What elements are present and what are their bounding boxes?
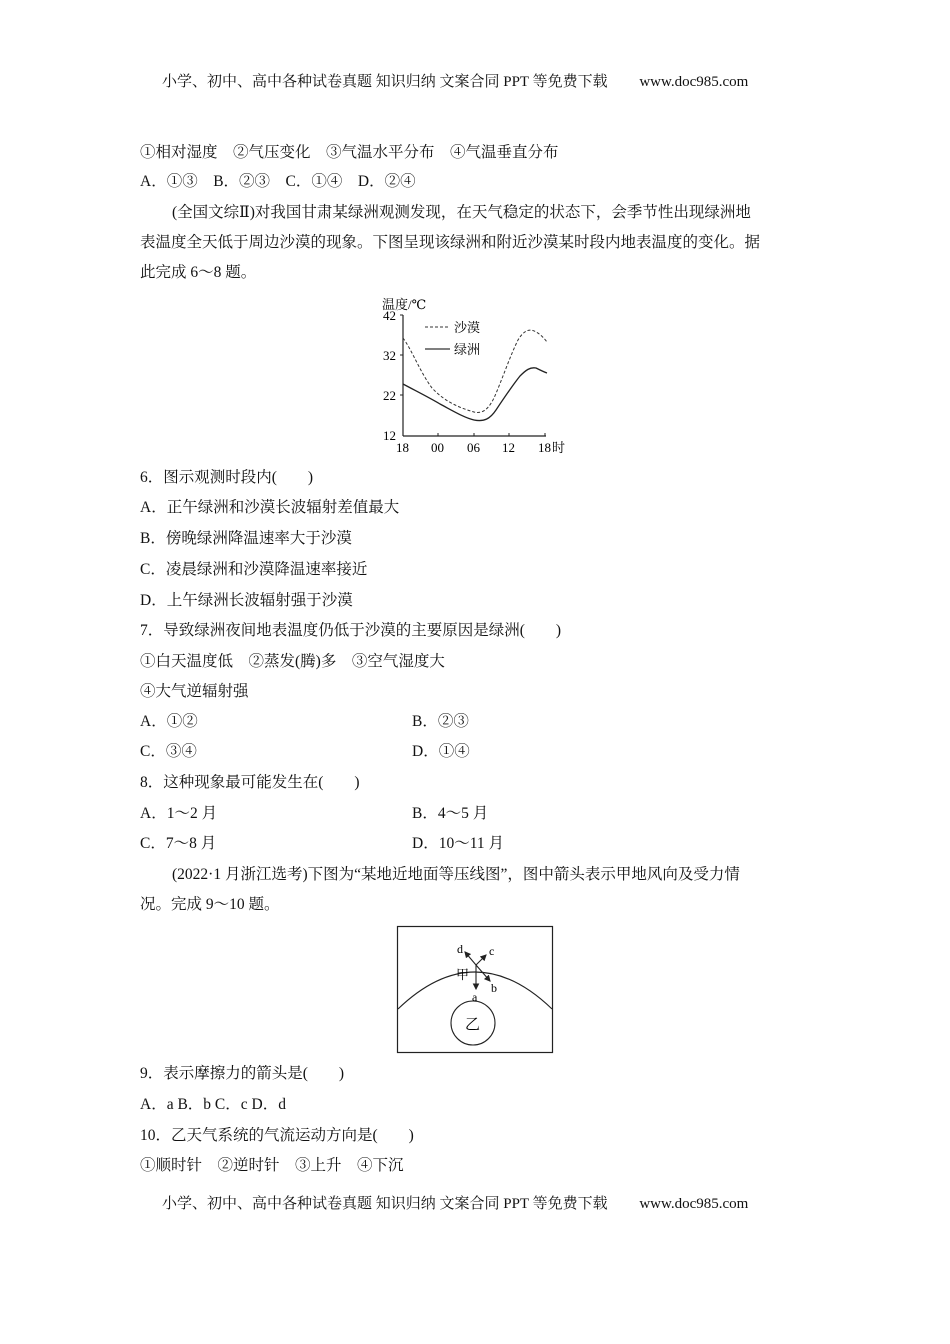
x-tick-18a: 18 — [396, 440, 409, 455]
q9-stem: 9．表示摩擦力的箭头是( ) — [140, 1065, 345, 1082]
y-tick-32: 32 — [383, 348, 396, 363]
q7-items-1: ①白天温度低 ②蒸发(腾)多 ③空气湿度大 — [140, 653, 445, 670]
intro2-line2: 况。完成 9～10 题。 — [140, 896, 280, 913]
q8-row-cd — [140, 834, 504, 854]
q6-option-a: A．正午绿洲和沙漠长波辐射差值最大 — [140, 499, 400, 516]
x-tick-18b: 18 — [538, 440, 551, 455]
y-tick-22: 22 — [383, 388, 396, 403]
x-tick-06: 06 — [467, 440, 480, 455]
q8-row-ab — [140, 804, 489, 824]
q6-option-c: C．凌晨绿洲和沙漠降温速率接近 — [140, 561, 368, 578]
q6-stem: 6．图示观测时段内( ) — [140, 469, 314, 486]
q8-option-a: A．1～2 月 — [140, 805, 218, 822]
intro1-line1: (全国文综Ⅱ)对我国甘肃某绿洲观测发现，在天气稳定的状态下，会季节性出现绿洲地 — [172, 204, 751, 221]
q7-row-cd — [140, 742, 470, 762]
x-tick-12: 12 — [502, 440, 515, 455]
y-tick-42: 42 — [383, 308, 396, 323]
q7-row-ab — [140, 712, 469, 732]
q5-items: ①相对湿度 ②气压变化 ③气温水平分布 ④气温垂直分布 — [140, 144, 559, 161]
isobar-diagram — [396, 925, 554, 1055]
q5-options: A．①③ B．②③ C．①④ D．②④ — [140, 173, 416, 190]
x-axis-label: 时 — [552, 440, 566, 455]
q7-option-c: C．③④ — [140, 743, 197, 760]
point-label-jia: 甲 — [456, 967, 470, 982]
q10-stem: 10．乙天气系统的气流运动方向是( ) — [140, 1127, 414, 1144]
legend-desert: 沙漠 — [454, 320, 481, 335]
q7-option-d: D．①④ — [412, 743, 470, 760]
legend-oasis: 绿洲 — [454, 342, 481, 357]
intro2-line1: (2022·1 月浙江选考)下图为“某地近地面等压线图”，图中箭头表示甲地风向及受力情 — [172, 866, 740, 883]
q6-option-b: B．傍晚绿洲降温速率大于沙漠 — [140, 530, 352, 547]
q7-stem: 7．导致绿洲夜间地表温度仍低于沙漠的主要原因是绿洲( ) — [140, 622, 562, 639]
arrow-label-a: a — [472, 990, 478, 1004]
temperature-chart — [370, 292, 580, 460]
q8-option-c: C．7～8 月 — [140, 835, 217, 852]
center-label-yi: 乙 — [465, 1017, 481, 1033]
q7-option-a: A．①② — [140, 713, 198, 730]
q8-option-d: D．10～11 月 — [412, 835, 504, 852]
arrow-label-c: c — [489, 944, 495, 958]
q10-items: ①顺时针 ②逆时针 ③上升 ④下沉 — [140, 1157, 404, 1174]
y-tick-12: 12 — [383, 428, 396, 443]
arrow-label-d: d — [457, 942, 463, 956]
intro1-line2: 表温度全天低于周边沙漠的现象。下图呈现该绿洲和附近沙漠某时段内地表温度的变化。据 — [140, 234, 761, 251]
q6-option-d: D．上午绿洲长波辐射强于沙漠 — [140, 592, 353, 609]
header-text: 小学、初中、高中各种试卷真题 知识归纳 文案合同 PPT 等免费下载 — [162, 74, 608, 90]
header-url: www.doc985.com — [639, 74, 749, 90]
footer-url: www.doc985.com — [639, 1196, 749, 1212]
q7-option-b: B．②③ — [412, 713, 469, 730]
arrow-label-b: b — [491, 981, 497, 995]
q7-items-2: ④大气逆辐射强 — [140, 683, 249, 700]
y-axis-label: 温度/℃ — [382, 297, 427, 312]
q8-stem: 8．这种现象最可能发生在( ) — [140, 774, 360, 791]
x-tick-00: 00 — [431, 440, 444, 455]
page-footer — [162, 1192, 748, 1213]
page-header — [162, 70, 748, 91]
footer-text: 小学、初中、高中各种试卷真题 知识归纳 文案合同 PPT 等免费下载 — [162, 1196, 608, 1212]
q8-option-b: B．4～5 月 — [412, 805, 489, 822]
intro1-line3: 此完成 6～8 题。 — [140, 264, 257, 281]
q9-options: A．a B．b C．c D．d — [140, 1096, 286, 1113]
